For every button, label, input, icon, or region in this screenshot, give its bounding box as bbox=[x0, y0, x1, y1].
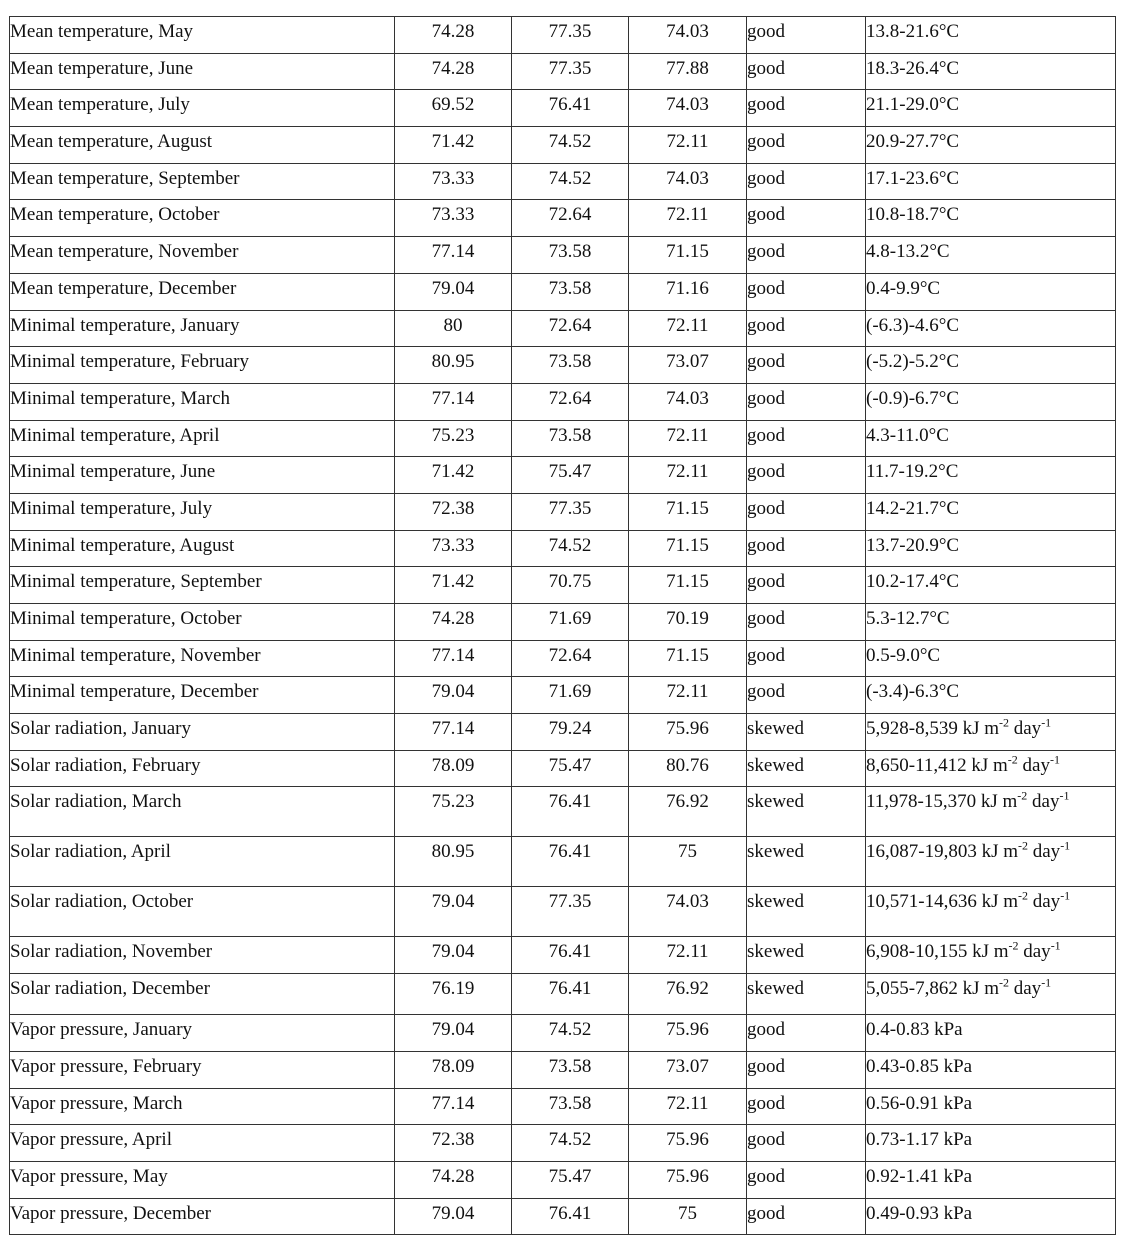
range-text: 5,055-7,862 kJ m bbox=[866, 978, 999, 1000]
value-cell-3: 77.88 bbox=[629, 53, 747, 90]
range-cell bbox=[866, 677, 1116, 714]
table-row bbox=[10, 383, 1116, 420]
value-cell-1: 71.42 bbox=[395, 457, 512, 494]
range-text: 11.7-19.2°C bbox=[866, 461, 959, 483]
distribution-fit-cell: good bbox=[747, 457, 866, 494]
value-cell-2: 73.58 bbox=[512, 1088, 629, 1125]
value-cell-1: 80 bbox=[395, 310, 512, 347]
table-row bbox=[10, 237, 1116, 274]
value-cell-1: 77.14 bbox=[395, 1088, 512, 1125]
value-cell-3: 71.15 bbox=[629, 567, 747, 604]
table-row bbox=[10, 1125, 1116, 1162]
table-body bbox=[10, 17, 1116, 1235]
distribution-fit-cell: skewed bbox=[747, 887, 866, 937]
value-cell-2: 75.47 bbox=[512, 1161, 629, 1198]
distribution-fit-cell: good bbox=[747, 273, 866, 310]
value-cell-3: 71.15 bbox=[629, 530, 747, 567]
range-unit-day: day bbox=[1028, 841, 1061, 863]
value-cell-2: 77.35 bbox=[512, 53, 629, 90]
distribution-fit-cell: skewed bbox=[747, 714, 866, 751]
table-row bbox=[10, 1088, 1116, 1125]
value-cell-2: 72.64 bbox=[512, 310, 629, 347]
value-cell-3: 74.03 bbox=[629, 383, 747, 420]
range-text: 10.2-17.4°C bbox=[866, 571, 960, 593]
distribution-fit-cell: skewed bbox=[747, 937, 866, 974]
table-row bbox=[10, 420, 1116, 457]
value-cell-3: 71.16 bbox=[629, 273, 747, 310]
variable-name-cell: Mean temperature, September bbox=[10, 163, 395, 200]
distribution-fit-cell: good bbox=[747, 1015, 866, 1052]
value-cell-2: 74.52 bbox=[512, 1015, 629, 1052]
table-row bbox=[10, 53, 1116, 90]
value-cell-3: 73.07 bbox=[629, 347, 747, 384]
value-cell-1: 71.42 bbox=[395, 567, 512, 604]
distribution-fit-cell: good bbox=[747, 53, 866, 90]
value-cell-2: 76.41 bbox=[512, 937, 629, 974]
distribution-fit-cell: good bbox=[747, 17, 866, 54]
value-cell-1: 78.09 bbox=[395, 1051, 512, 1088]
distribution-fit-cell: good bbox=[747, 604, 866, 641]
table-row bbox=[10, 640, 1116, 677]
distribution-fit-cell: good bbox=[747, 677, 866, 714]
table-row bbox=[10, 974, 1116, 1015]
value-cell-2: 76.41 bbox=[512, 90, 629, 127]
variable-name-cell: Mean temperature, December bbox=[10, 273, 395, 310]
table-row bbox=[10, 1198, 1116, 1235]
range-cell bbox=[866, 163, 1116, 200]
table-row bbox=[10, 457, 1116, 494]
value-cell-1: 77.14 bbox=[395, 640, 512, 677]
range-unit-exponent: -2 bbox=[1007, 752, 1018, 767]
value-cell-1: 76.19 bbox=[395, 974, 512, 1015]
value-cell-2: 72.64 bbox=[512, 383, 629, 420]
value-cell-1: 79.04 bbox=[395, 1015, 512, 1052]
variable-name-cell: Minimal temperature, August bbox=[10, 530, 395, 567]
range-cell bbox=[866, 1088, 1116, 1125]
range-unit-exponent: -2 bbox=[1008, 939, 1019, 954]
table-row bbox=[10, 310, 1116, 347]
value-cell-3: 72.11 bbox=[629, 1088, 747, 1125]
distribution-fit-cell: good bbox=[747, 200, 866, 237]
variable-name-cell: Vapor pressure, February bbox=[10, 1051, 395, 1088]
distribution-fit-cell: good bbox=[747, 1088, 866, 1125]
value-cell-1: 80.95 bbox=[395, 837, 512, 887]
range-unit-exponent: -1 bbox=[1049, 752, 1060, 767]
value-cell-2: 73.58 bbox=[512, 273, 629, 310]
value-cell-1: 79.04 bbox=[395, 887, 512, 937]
range-cell bbox=[866, 457, 1116, 494]
value-cell-1: 72.38 bbox=[395, 1125, 512, 1162]
value-cell-2: 76.41 bbox=[512, 974, 629, 1015]
range-text: 0.4-9.9°C bbox=[866, 277, 941, 299]
value-cell-3: 72.11 bbox=[629, 457, 747, 494]
range-cell bbox=[866, 937, 1116, 974]
value-cell-1: 71.42 bbox=[395, 127, 512, 164]
variable-name-cell: Vapor pressure, December bbox=[10, 1198, 395, 1235]
range-unit-exponent: -1 bbox=[1059, 789, 1070, 804]
range-unit-day: day bbox=[1027, 791, 1060, 813]
value-cell-2: 73.58 bbox=[512, 1051, 629, 1088]
distribution-fit-cell: good bbox=[747, 383, 866, 420]
variable-name-cell: Solar radiation, October bbox=[10, 887, 395, 937]
value-cell-3: 75.96 bbox=[629, 1161, 747, 1198]
value-cell-3: 76.92 bbox=[629, 787, 747, 837]
value-cell-3: 74.03 bbox=[629, 887, 747, 937]
table-row bbox=[10, 937, 1116, 974]
range-unit-exponent: -1 bbox=[1060, 889, 1071, 904]
table-row bbox=[10, 90, 1116, 127]
distribution-fit-cell: good bbox=[747, 163, 866, 200]
distribution-fit-cell: good bbox=[747, 530, 866, 567]
value-cell-3: 80.76 bbox=[629, 750, 747, 787]
range-text: 0.49-0.93 kPa bbox=[866, 1202, 973, 1224]
range-text: 21.1-29.0°C bbox=[866, 94, 960, 116]
value-cell-2: 77.35 bbox=[512, 17, 629, 54]
table-row bbox=[10, 17, 1116, 54]
value-cell-1: 79.04 bbox=[395, 273, 512, 310]
value-cell-2: 79.24 bbox=[512, 714, 629, 751]
range-text: 0.56-0.91 kPa bbox=[866, 1092, 973, 1114]
range-unit-exponent: -2 bbox=[1017, 789, 1028, 804]
value-cell-2: 72.64 bbox=[512, 200, 629, 237]
range-cell bbox=[866, 493, 1116, 530]
range-unit-day: day bbox=[1018, 941, 1051, 963]
table-row bbox=[10, 1161, 1116, 1198]
value-cell-1: 74.28 bbox=[395, 1161, 512, 1198]
distribution-fit-cell: skewed bbox=[747, 750, 866, 787]
value-cell-2: 76.41 bbox=[512, 1198, 629, 1235]
table-row bbox=[10, 273, 1116, 310]
range-cell bbox=[866, 787, 1116, 837]
range-cell bbox=[866, 53, 1116, 90]
variable-name-cell: Minimal temperature, December bbox=[10, 677, 395, 714]
value-cell-3: 75 bbox=[629, 1198, 747, 1235]
table-row bbox=[10, 163, 1116, 200]
distribution-fit-cell: good bbox=[747, 347, 866, 384]
range-text: (-5.2)-5.2°C bbox=[866, 351, 960, 373]
range-cell bbox=[866, 17, 1116, 54]
value-cell-2: 72.64 bbox=[512, 640, 629, 677]
range-cell bbox=[866, 90, 1116, 127]
table-row bbox=[10, 714, 1116, 751]
variable-name-cell: Minimal temperature, June bbox=[10, 457, 395, 494]
range-text: 17.1-23.6°C bbox=[866, 167, 960, 189]
range-cell bbox=[866, 567, 1116, 604]
variable-name-cell: Mean temperature, June bbox=[10, 53, 395, 90]
table-row bbox=[10, 567, 1116, 604]
value-cell-3: 72.11 bbox=[629, 310, 747, 347]
value-cell-2: 71.69 bbox=[512, 677, 629, 714]
value-cell-1: 79.04 bbox=[395, 677, 512, 714]
distribution-fit-cell: skewed bbox=[747, 974, 866, 1015]
range-cell bbox=[866, 1161, 1116, 1198]
table-row bbox=[10, 604, 1116, 641]
range-cell bbox=[866, 604, 1116, 641]
range-text: 20.9-27.7°C bbox=[866, 131, 960, 153]
table-row bbox=[10, 677, 1116, 714]
value-cell-1: 75.23 bbox=[395, 420, 512, 457]
range-text: 10,571-14,636 kJ m bbox=[866, 891, 1018, 913]
range-text: (-0.9)-6.7°C bbox=[866, 387, 960, 409]
range-cell bbox=[866, 200, 1116, 237]
range-cell bbox=[866, 1051, 1116, 1088]
value-cell-1: 74.28 bbox=[395, 17, 512, 54]
range-cell bbox=[866, 714, 1116, 751]
value-cell-3: 71.15 bbox=[629, 493, 747, 530]
range-text: (-6.3)-4.6°C bbox=[866, 314, 960, 336]
variable-name-cell: Solar radiation, April bbox=[10, 837, 395, 887]
value-cell-1: 77.14 bbox=[395, 714, 512, 751]
range-text: 0.92-1.41 kPa bbox=[866, 1165, 973, 1187]
range-cell bbox=[866, 310, 1116, 347]
table-row bbox=[10, 1015, 1116, 1052]
variable-name-cell: Mean temperature, May bbox=[10, 17, 395, 54]
value-cell-2: 74.52 bbox=[512, 1125, 629, 1162]
value-cell-2: 74.52 bbox=[512, 163, 629, 200]
value-cell-3: 75.96 bbox=[629, 714, 747, 751]
value-cell-3: 74.03 bbox=[629, 163, 747, 200]
range-cell bbox=[866, 127, 1116, 164]
variable-name-cell: Minimal temperature, July bbox=[10, 493, 395, 530]
range-cell bbox=[866, 640, 1116, 677]
table-row bbox=[10, 837, 1116, 887]
value-cell-2: 73.58 bbox=[512, 347, 629, 384]
table-row bbox=[10, 530, 1116, 567]
distribution-fit-cell: skewed bbox=[747, 837, 866, 887]
variable-name-cell: Solar radiation, November bbox=[10, 937, 395, 974]
range-text: 13.8-21.6°C bbox=[866, 21, 960, 42]
range-cell bbox=[866, 887, 1116, 937]
range-cell bbox=[866, 1198, 1116, 1235]
variable-name-cell: Vapor pressure, April bbox=[10, 1125, 395, 1162]
range-cell bbox=[866, 974, 1116, 1015]
value-cell-1: 74.28 bbox=[395, 53, 512, 90]
value-cell-1: 69.52 bbox=[395, 90, 512, 127]
variable-name-cell: Minimal temperature, November bbox=[10, 640, 395, 677]
value-cell-2: 76.41 bbox=[512, 787, 629, 837]
range-cell bbox=[866, 273, 1116, 310]
variable-name-cell: Solar radiation, February bbox=[10, 750, 395, 787]
value-cell-3: 70.19 bbox=[629, 604, 747, 641]
value-cell-1: 78.09 bbox=[395, 750, 512, 787]
range-unit-day: day bbox=[1009, 978, 1042, 1000]
range-cell bbox=[866, 420, 1116, 457]
variable-name-cell: Minimal temperature, March bbox=[10, 383, 395, 420]
distribution-fit-cell: good bbox=[747, 567, 866, 604]
range-text: 10.8-18.7°C bbox=[866, 204, 960, 226]
variable-name-cell: Minimal temperature, April bbox=[10, 420, 395, 457]
value-cell-2: 77.35 bbox=[512, 493, 629, 530]
value-cell-1: 77.14 bbox=[395, 383, 512, 420]
value-cell-3: 75.96 bbox=[629, 1125, 747, 1162]
distribution-fit-cell: good bbox=[747, 493, 866, 530]
distribution-fit-cell: good bbox=[747, 1051, 866, 1088]
value-cell-1: 75.23 bbox=[395, 787, 512, 837]
table-row bbox=[10, 1051, 1116, 1088]
value-cell-3: 76.92 bbox=[629, 974, 747, 1015]
variable-name-cell: Vapor pressure, January bbox=[10, 1015, 395, 1052]
value-cell-3: 71.15 bbox=[629, 237, 747, 274]
range-cell bbox=[866, 750, 1116, 787]
range-text: 4.8-13.2°C bbox=[866, 241, 950, 263]
table-row bbox=[10, 787, 1116, 837]
range-cell bbox=[866, 1125, 1116, 1162]
value-cell-1: 79.04 bbox=[395, 1198, 512, 1235]
range-cell bbox=[866, 237, 1116, 274]
distribution-fit-cell: good bbox=[747, 640, 866, 677]
value-cell-3: 72.11 bbox=[629, 127, 747, 164]
distribution-fit-cell: good bbox=[747, 90, 866, 127]
range-unit-exponent: -1 bbox=[1060, 839, 1071, 854]
distribution-fit-cell: good bbox=[747, 1161, 866, 1198]
range-text: 0.5-9.0°C bbox=[866, 644, 941, 666]
variable-name-cell: Vapor pressure, March bbox=[10, 1088, 395, 1125]
value-cell-2: 73.58 bbox=[512, 237, 629, 274]
value-cell-1: 73.33 bbox=[395, 530, 512, 567]
variable-name-cell: Minimal temperature, October bbox=[10, 604, 395, 641]
value-cell-2: 75.47 bbox=[512, 750, 629, 787]
range-unit-exponent: -1 bbox=[1041, 715, 1052, 730]
distribution-fit-cell: good bbox=[747, 1125, 866, 1162]
value-cell-1: 74.28 bbox=[395, 604, 512, 641]
value-cell-3: 74.03 bbox=[629, 17, 747, 54]
value-cell-2: 76.41 bbox=[512, 837, 629, 887]
value-cell-1: 73.33 bbox=[395, 200, 512, 237]
range-text: 13.7-20.9°C bbox=[866, 534, 960, 556]
value-cell-1: 77.14 bbox=[395, 237, 512, 274]
range-cell bbox=[866, 837, 1116, 887]
value-cell-2: 70.75 bbox=[512, 567, 629, 604]
table-row bbox=[10, 127, 1116, 164]
range-cell bbox=[866, 530, 1116, 567]
range-unit-day: day bbox=[1017, 754, 1050, 776]
value-cell-2: 74.52 bbox=[512, 127, 629, 164]
distribution-fit-cell: good bbox=[747, 1198, 866, 1235]
climate-variables-table bbox=[9, 16, 1116, 1235]
value-cell-1: 80.95 bbox=[395, 347, 512, 384]
variable-name-cell: Solar radiation, December bbox=[10, 974, 395, 1015]
value-cell-1: 72.38 bbox=[395, 493, 512, 530]
value-cell-3: 72.11 bbox=[629, 420, 747, 457]
value-cell-2: 73.58 bbox=[512, 420, 629, 457]
range-unit-day: day bbox=[1028, 891, 1061, 913]
range-text: 18.3-26.4°C bbox=[866, 57, 960, 79]
distribution-fit-cell: good bbox=[747, 420, 866, 457]
range-text: 0.43-0.85 kPa bbox=[866, 1055, 973, 1077]
distribution-fit-cell: good bbox=[747, 237, 866, 274]
value-cell-2: 71.69 bbox=[512, 604, 629, 641]
value-cell-3: 72.11 bbox=[629, 937, 747, 974]
range-text: 5,928-8,539 kJ m bbox=[866, 718, 999, 740]
distribution-fit-cell: good bbox=[747, 127, 866, 164]
value-cell-2: 77.35 bbox=[512, 887, 629, 937]
range-unit-exponent: -1 bbox=[1041, 975, 1052, 990]
distribution-fit-cell: good bbox=[747, 310, 866, 347]
variable-name-cell: Solar radiation, March bbox=[10, 787, 395, 837]
variable-name-cell: Mean temperature, July bbox=[10, 90, 395, 127]
range-text: 14.2-21.7°C bbox=[866, 497, 960, 519]
range-cell bbox=[866, 1015, 1116, 1052]
variable-name-cell: Minimal temperature, February bbox=[10, 347, 395, 384]
value-cell-2: 75.47 bbox=[512, 457, 629, 494]
variable-name-cell: Mean temperature, August bbox=[10, 127, 395, 164]
range-text: 5.3-12.7°C bbox=[866, 608, 950, 629]
range-unit-exponent: -1 bbox=[1050, 939, 1061, 954]
variable-name-cell: Minimal temperature, January bbox=[10, 310, 395, 347]
value-cell-3: 75.96 bbox=[629, 1015, 747, 1052]
range-unit-day: day bbox=[1009, 718, 1042, 740]
range-unit-exponent: -2 bbox=[999, 975, 1009, 990]
range-unit-exponent: -2 bbox=[999, 715, 1009, 730]
table-row bbox=[10, 887, 1116, 937]
value-cell-3: 71.15 bbox=[629, 640, 747, 677]
variable-name-cell: Solar radiation, January bbox=[10, 714, 395, 751]
table-row bbox=[10, 750, 1116, 787]
range-text: 0.4-0.83 kPa bbox=[866, 1019, 963, 1041]
distribution-fit-cell: skewed bbox=[747, 787, 866, 837]
range-cell bbox=[866, 383, 1116, 420]
value-cell-3: 75 bbox=[629, 837, 747, 887]
range-text: (-3.4)-6.3°C bbox=[866, 681, 960, 703]
range-unit-exponent: -2 bbox=[1018, 889, 1028, 904]
value-cell-2: 74.52 bbox=[512, 530, 629, 567]
variable-name-cell: Mean temperature, November bbox=[10, 237, 395, 274]
range-text: 8,650-11,412 kJ m bbox=[866, 754, 1008, 776]
value-cell-1: 79.04 bbox=[395, 937, 512, 974]
value-cell-3: 72.11 bbox=[629, 677, 747, 714]
value-cell-1: 73.33 bbox=[395, 163, 512, 200]
variable-name-cell: Vapor pressure, May bbox=[10, 1161, 395, 1198]
range-unit-exponent: -2 bbox=[1018, 839, 1028, 854]
range-cell bbox=[866, 347, 1116, 384]
range-text: 6,908-10,155 kJ m bbox=[866, 941, 1009, 963]
value-cell-3: 73.07 bbox=[629, 1051, 747, 1088]
table-row bbox=[10, 493, 1116, 530]
range-text: 16,087-19,803 kJ m bbox=[866, 841, 1018, 863]
value-cell-3: 74.03 bbox=[629, 90, 747, 127]
variable-name-cell: Minimal temperature, September bbox=[10, 567, 395, 604]
range-text: 11,978-15,370 kJ m bbox=[866, 791, 1018, 813]
table-row bbox=[10, 347, 1116, 384]
value-cell-3: 72.11 bbox=[629, 200, 747, 237]
table-row bbox=[10, 200, 1116, 237]
variable-name-cell: Mean temperature, October bbox=[10, 200, 395, 237]
range-text: 4.3-11.0°C bbox=[866, 424, 949, 446]
range-text: 0.73-1.17 kPa bbox=[866, 1129, 973, 1151]
